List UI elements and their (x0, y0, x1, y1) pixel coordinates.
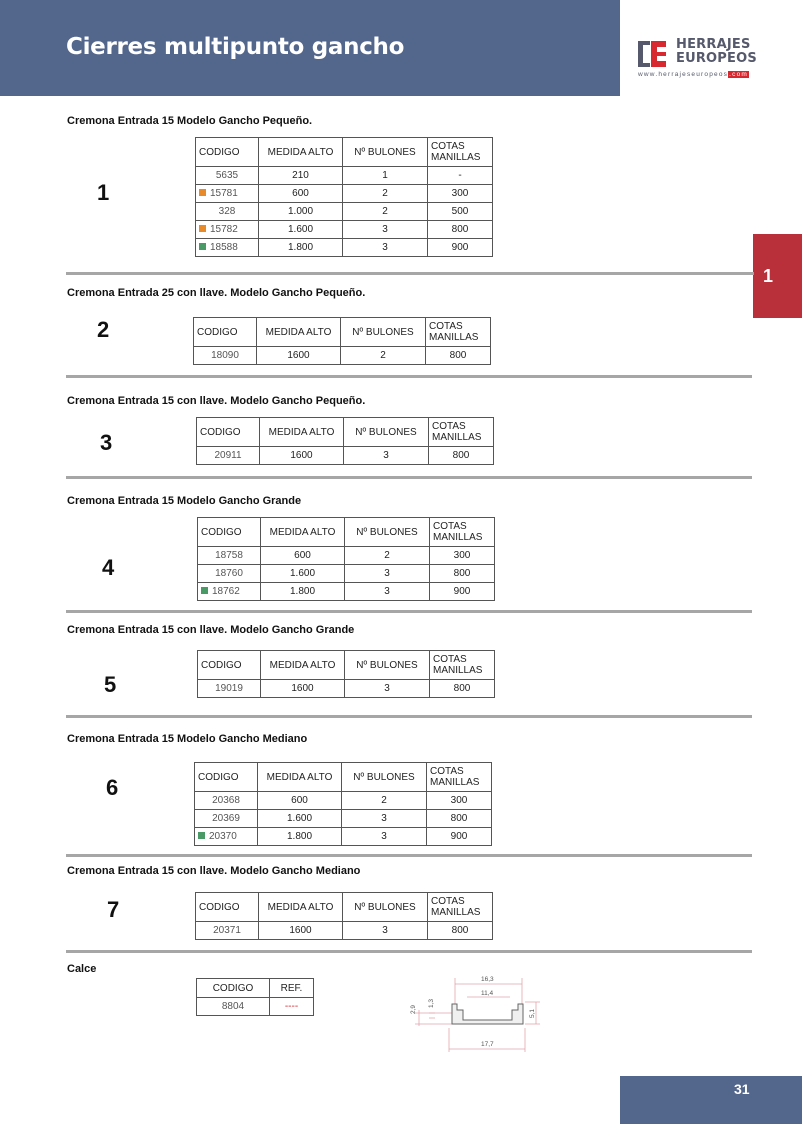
chapter-tab (753, 234, 802, 318)
table-row (196, 239, 493, 257)
header-medida-alto: MEDIDA ALTO (258, 763, 342, 792)
cell-cotas: 900 (428, 239, 493, 257)
table-row (196, 203, 493, 221)
header-cotas-line1: COTAS (431, 141, 465, 152)
cell-medida-alto: 1.800 (259, 239, 343, 257)
header-medida-alto: MEDIDA ALTO (261, 651, 345, 680)
section-divider (66, 476, 752, 479)
table-row (195, 810, 492, 828)
page-number-band (620, 1076, 802, 1124)
cell-bulones: 3 (345, 583, 430, 601)
cell-bulones: 3 (342, 828, 427, 846)
cell-codigo (195, 810, 258, 828)
logo-url-main: www.herrajeseuropeos (638, 71, 729, 78)
table-row (196, 221, 493, 239)
section-number: 3 (100, 430, 113, 455)
brand-logo (638, 38, 758, 82)
table-row (196, 185, 493, 203)
green-marker-icon (198, 832, 205, 839)
header-cotas-manillas (428, 138, 493, 167)
cell-codigo (196, 239, 259, 257)
calce-code: 8804 (197, 998, 270, 1016)
table-row (194, 347, 491, 365)
spec-table (196, 417, 494, 465)
dim-left-lip: 1,3 (428, 998, 435, 1008)
cell-cotas: 800 (426, 347, 491, 365)
spec-table (193, 317, 491, 365)
table-header-row (196, 893, 493, 922)
header-codigo: CODIGO (196, 893, 259, 922)
logo-url (638, 71, 749, 78)
section-title: Cremona Entrada 15 Modelo Gancho Mediano (67, 733, 308, 745)
table-header-row (196, 138, 493, 167)
section-number: 2 (97, 317, 110, 342)
spec-table (197, 650, 495, 698)
header-cotas-line1: COTAS (430, 766, 464, 777)
cell-medida-alto: 210 (259, 167, 343, 185)
header-bulones: Nº BULONES (341, 318, 426, 347)
cell-bulones: 1 (343, 167, 428, 185)
header-bulones: Nº BULONES (345, 651, 430, 680)
section-title: Cremona Entrada 15 con llave. Modelo Gancho Mediano (67, 865, 361, 877)
table-row (198, 583, 495, 601)
spec-table (197, 517, 495, 601)
cell-bulones: 3 (344, 447, 429, 465)
header-cotas-manillas (430, 651, 495, 680)
header-cotas-line2: MANILLAS (431, 152, 481, 163)
header-medida-alto: MEDIDA ALTO (259, 893, 343, 922)
cell-medida-alto: 1600 (261, 680, 345, 698)
cell-bulones: 2 (342, 792, 427, 810)
calce-profile-drawing (405, 970, 545, 1062)
calce-header-ref: REF. (269, 979, 313, 998)
cell-codigo (195, 828, 258, 846)
page-title: Cierres multipunto gancho (66, 34, 405, 60)
code-value: 20368 (212, 794, 240, 806)
header-cotas-line1: COTAS (431, 896, 465, 907)
cell-medida-alto: 1600 (257, 347, 341, 365)
green-marker-icon (199, 243, 206, 250)
cell-medida-alto: 600 (258, 792, 342, 810)
code-value: 20371 (213, 924, 241, 936)
section-title: Cremona Entrada 25 con llave. Modelo Gancho Pequeño. (67, 287, 366, 299)
table-header-row (198, 651, 495, 680)
code-value: 20369 (212, 812, 240, 824)
cell-medida-alto: 1.600 (261, 565, 345, 583)
cell-bulones: 3 (343, 221, 428, 239)
header-cotas-manillas (430, 518, 495, 547)
page-number: 31 (734, 1081, 750, 1097)
header-cotas-line1: COTAS (433, 521, 467, 532)
header-cotas-line1: COTAS (429, 321, 463, 332)
cell-codigo (195, 792, 258, 810)
logo-line1: HERRAJES (676, 37, 751, 52)
dim-bottom: 17,7 (481, 1041, 494, 1048)
section-title: Cremona Entrada 15 con llave. Modelo Gancho Pequeño. (67, 395, 366, 407)
logo-mark-icon (638, 41, 666, 67)
cell-bulones: 2 (341, 347, 426, 365)
code-value: 5635 (215, 169, 239, 181)
dim-top-inner: 11,4 (481, 990, 494, 997)
table-row (196, 922, 493, 940)
section-divider (66, 950, 752, 953)
cell-cotas: 900 (427, 828, 492, 846)
code-value: 15782 (210, 223, 238, 235)
calce-title: Calce (67, 963, 97, 975)
calce-header-codigo: CODIGO (197, 979, 270, 998)
dim-right-height: 5,1 (529, 1008, 536, 1018)
cell-bulones: 2 (343, 185, 428, 203)
cell-medida-alto: 1.800 (261, 583, 345, 601)
logo-text (676, 38, 757, 66)
cell-codigo (196, 185, 259, 203)
header-bulones: Nº BULONES (345, 518, 430, 547)
cell-medida-alto: 600 (259, 185, 343, 203)
header-cotas-line2: MANILLAS (433, 665, 483, 676)
cell-codigo (194, 347, 257, 365)
cell-codigo (196, 203, 259, 221)
orange-marker-icon (199, 225, 206, 232)
dim-top-outer: 16,3 (481, 976, 494, 983)
cell-cotas: 800 (428, 221, 493, 239)
table-row (196, 167, 493, 185)
section-title: Cremona Entrada 15 con llave. Modelo Gancho Grande (67, 624, 355, 636)
cell-bulones: 2 (345, 547, 430, 565)
header-bulones: Nº BULONES (343, 893, 428, 922)
header-cotas-manillas (427, 763, 492, 792)
cell-bulones: 3 (342, 810, 427, 828)
cell-bulones: 3 (343, 239, 428, 257)
section-title: Cremona Entrada 15 Modelo Gancho Pequeño. (67, 115, 313, 127)
table-row (198, 547, 495, 565)
logo-url-tld: .com (729, 71, 749, 78)
code-value: 18760 (215, 567, 243, 579)
cell-cotas: 800 (429, 447, 494, 465)
cell-codigo (197, 447, 260, 465)
table-row (198, 680, 495, 698)
cell-bulones: 3 (345, 680, 430, 698)
section-divider (66, 610, 752, 613)
header-medida-alto: MEDIDA ALTO (261, 518, 345, 547)
header-codigo: CODIGO (198, 518, 261, 547)
cell-cotas: - (428, 167, 493, 185)
code-value: 18758 (215, 549, 243, 561)
section-number: 1 (97, 180, 110, 205)
spec-table (195, 892, 493, 940)
header-medida-alto: MEDIDA ALTO (260, 418, 344, 447)
cell-cotas: 300 (427, 792, 492, 810)
table-row (198, 565, 495, 583)
orange-marker-icon (199, 189, 206, 196)
cell-medida-alto: 1.600 (259, 221, 343, 239)
header-cotas-line1: COTAS (433, 654, 467, 665)
calce-ref: ---- (269, 998, 313, 1016)
header-cotas-manillas (428, 893, 493, 922)
cell-codigo (196, 221, 259, 239)
cell-bulones: 3 (345, 565, 430, 583)
cell-bulones: 2 (343, 203, 428, 221)
cell-medida-alto: 1600 (259, 922, 343, 940)
cell-codigo (198, 680, 261, 698)
cell-cotas: 800 (430, 565, 495, 583)
code-value: 19019 (215, 682, 243, 694)
cell-codigo (198, 583, 261, 601)
code-value: 18090 (211, 349, 239, 361)
calce-table (196, 978, 314, 1016)
header-cotas-line2: MANILLAS (432, 432, 482, 443)
header-cotas-line2: MANILLAS (433, 532, 483, 543)
table-row (197, 447, 494, 465)
code-value: 20370 (209, 830, 237, 842)
header-cotas-manillas (429, 418, 494, 447)
code-value: 15781 (210, 187, 238, 199)
header-cotas-line2: MANILLAS (429, 332, 479, 343)
cell-bulones: 3 (343, 922, 428, 940)
header-codigo: CODIGO (196, 138, 259, 167)
header-cotas-manillas (426, 318, 491, 347)
section-divider (66, 715, 752, 718)
cell-cotas: 300 (430, 547, 495, 565)
section-divider (66, 272, 754, 275)
header-bulones: Nº BULONES (344, 418, 429, 447)
header-cotas-line2: MANILLAS (431, 907, 481, 918)
header-codigo: CODIGO (198, 651, 261, 680)
header-cotas-line1: COTAS (432, 421, 466, 432)
table-header-row (198, 518, 495, 547)
cell-medida-alto: 1.800 (258, 828, 342, 846)
code-value: 20911 (214, 449, 242, 461)
logo-line2: EUROPEOS (676, 51, 757, 66)
section-number: 5 (104, 672, 117, 697)
cell-medida-alto: 1600 (260, 447, 344, 465)
header-band (0, 0, 620, 96)
code-value: 18588 (210, 241, 238, 253)
cell-cotas: 900 (430, 583, 495, 601)
cell-cotas: 300 (428, 185, 493, 203)
header-medida-alto: MEDIDA ALTO (257, 318, 341, 347)
cell-cotas: 800 (428, 922, 493, 940)
cell-cotas: 800 (427, 810, 492, 828)
table-header-row (194, 318, 491, 347)
table-header-row (195, 763, 492, 792)
spec-table (195, 137, 493, 257)
cell-codigo (198, 565, 261, 583)
header-codigo: CODIGO (197, 418, 260, 447)
green-marker-icon (201, 587, 208, 594)
cell-medida-alto: 1.000 (259, 203, 343, 221)
section-number: 6 (106, 775, 119, 800)
section-divider (66, 375, 752, 378)
cell-codigo (198, 547, 261, 565)
cell-codigo (196, 167, 259, 185)
header-medida-alto: MEDIDA ALTO (259, 138, 343, 167)
cell-medida-alto: 1.600 (258, 810, 342, 828)
table-header-row (197, 418, 494, 447)
table-row (195, 792, 492, 810)
cell-codigo (196, 922, 259, 940)
cell-cotas: 800 (430, 680, 495, 698)
spec-table (194, 762, 492, 846)
table-row (195, 828, 492, 846)
chapter-tab-number: 1 (763, 266, 774, 286)
calce-row (197, 998, 314, 1016)
cell-cotas: 500 (428, 203, 493, 221)
section-divider (66, 854, 752, 857)
code-value: 18762 (212, 585, 240, 597)
header-bulones: Nº BULONES (343, 138, 428, 167)
header-bulones: Nº BULONES (342, 763, 427, 792)
section-number: 4 (102, 555, 115, 580)
header-codigo: CODIGO (195, 763, 258, 792)
header-cotas-line2: MANILLAS (430, 777, 480, 788)
code-value: 328 (218, 205, 236, 217)
section-title: Cremona Entrada 15 Modelo Gancho Grande (67, 495, 302, 507)
cell-medida-alto: 600 (261, 547, 345, 565)
dim-left-total: 2,9 (410, 1004, 417, 1014)
section-number: 7 (107, 897, 120, 922)
header-codigo: CODIGO (194, 318, 257, 347)
